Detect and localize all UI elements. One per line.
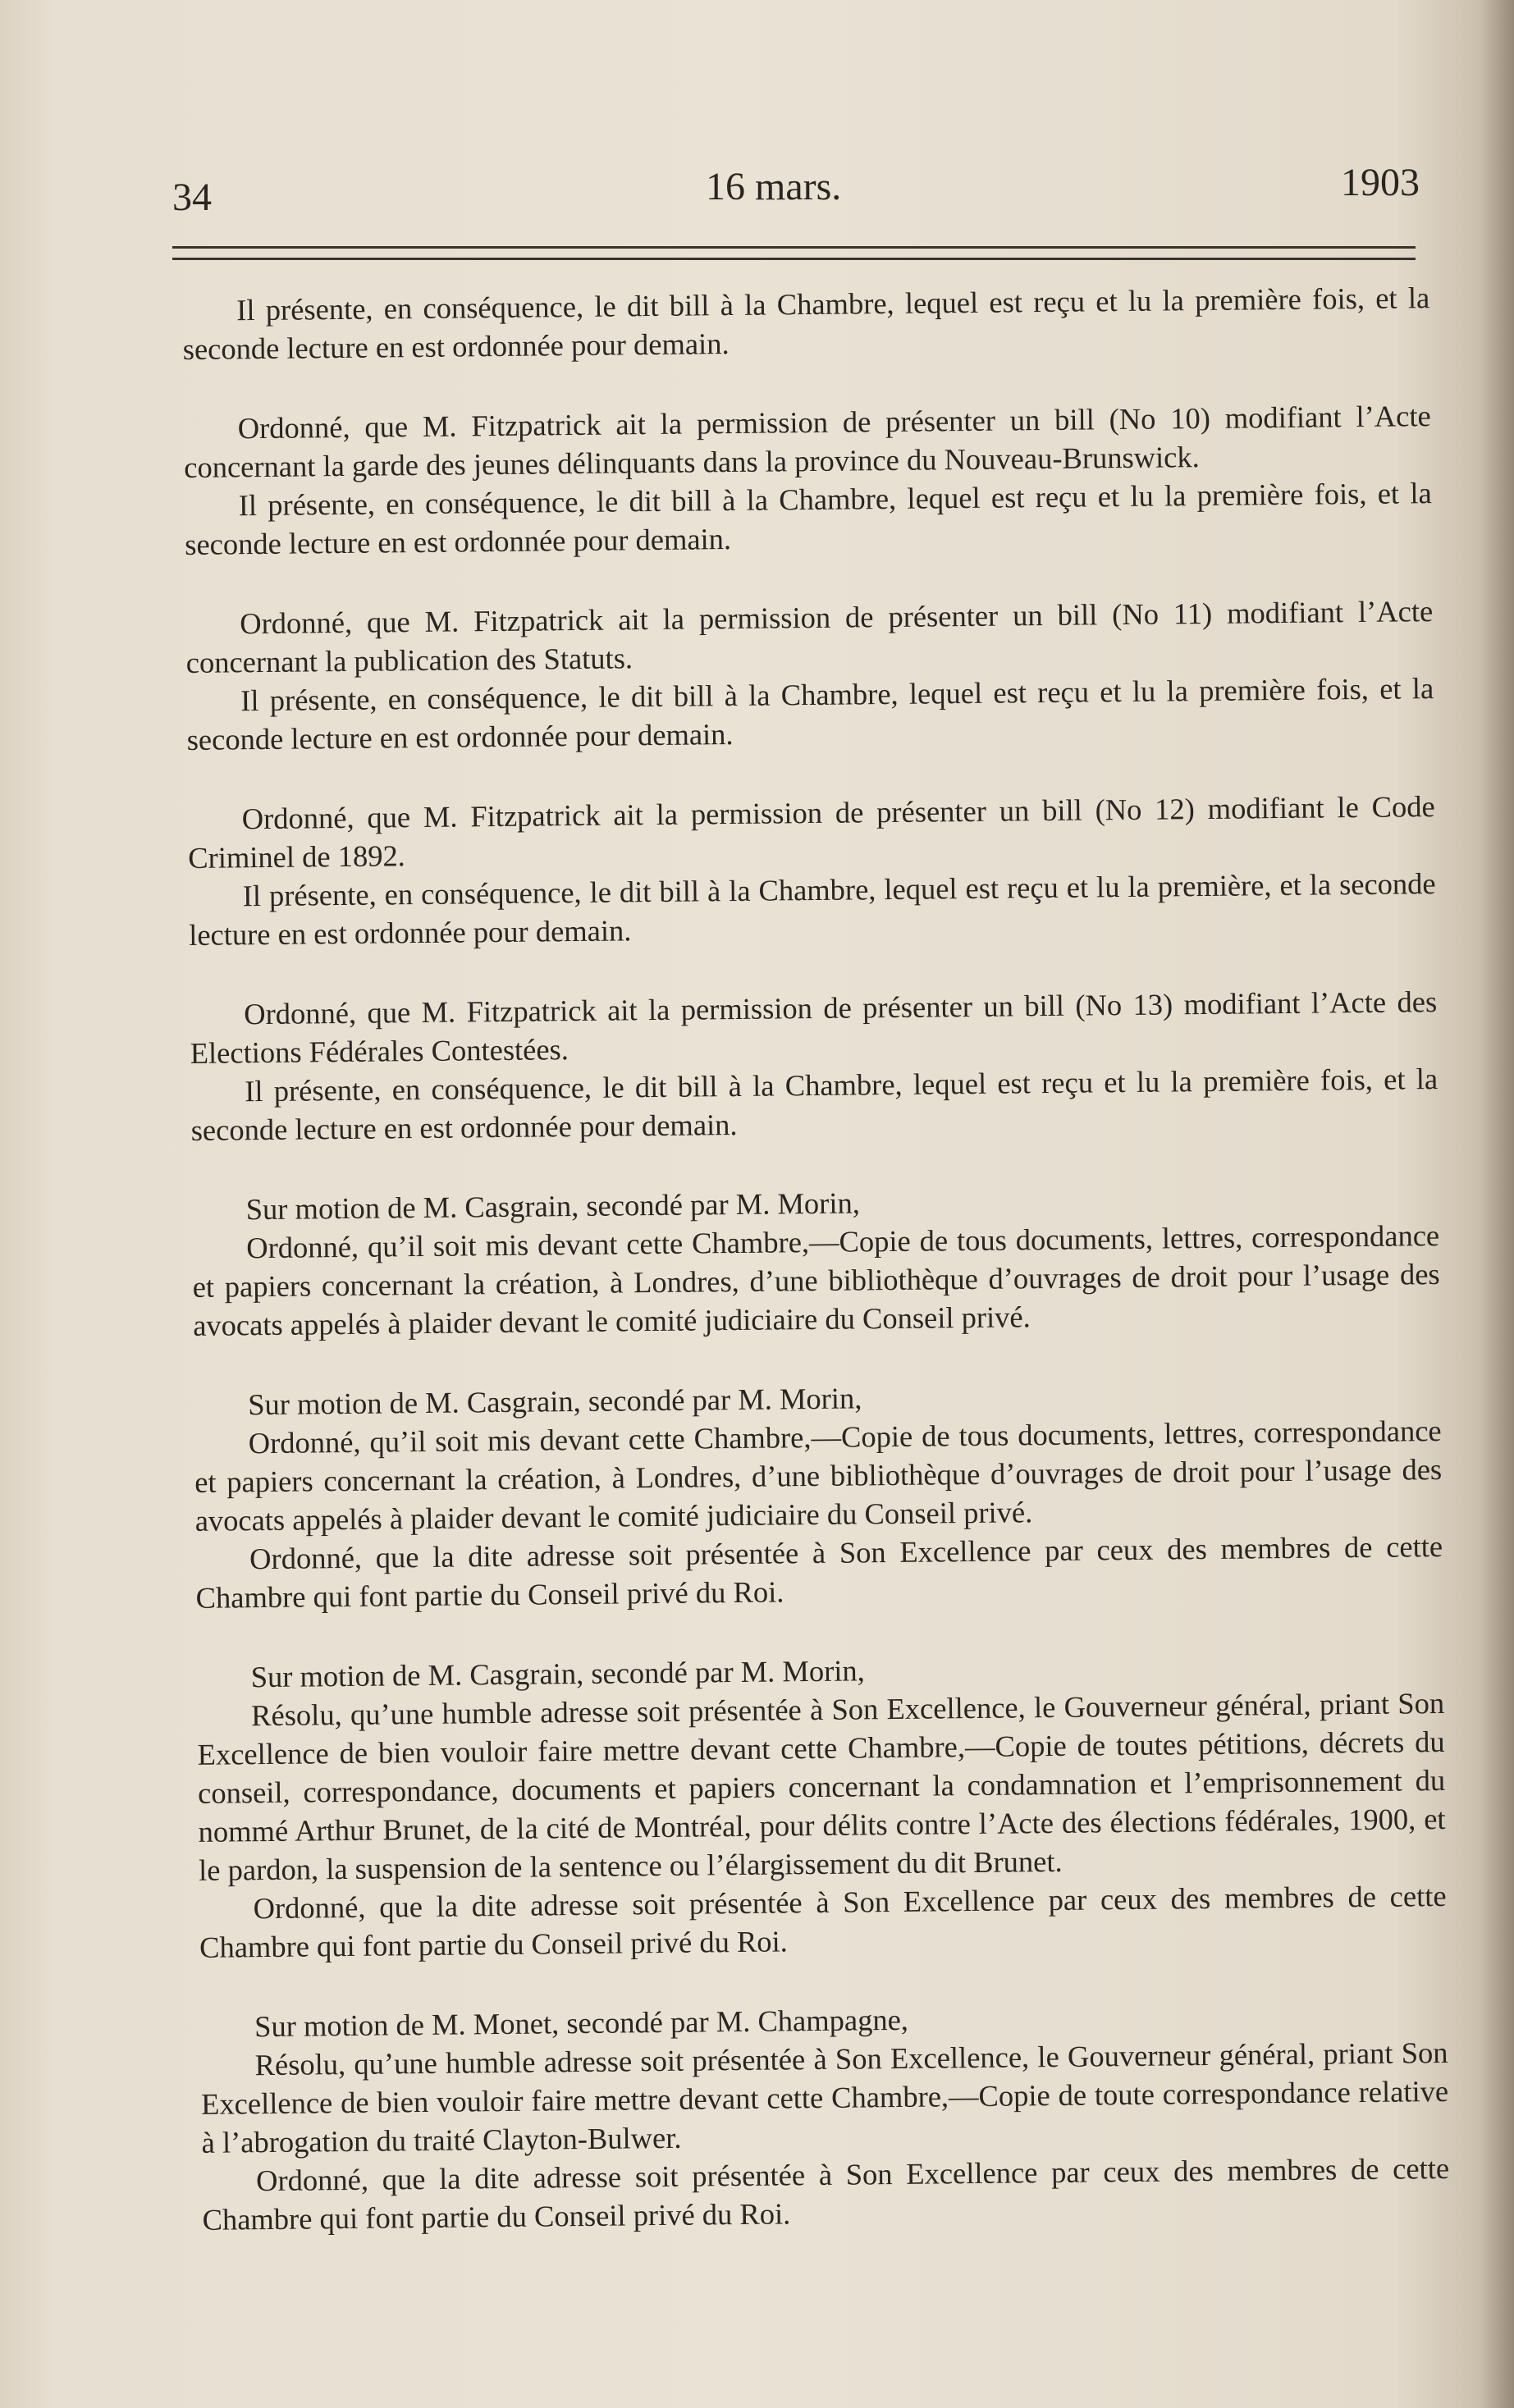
journal-entry — [187, 787, 1436, 954]
journal-entry — [196, 1645, 1447, 1967]
page-year: 1903 — [1341, 161, 1420, 204]
page-header — [172, 160, 1420, 226]
journal-entry — [200, 1994, 1450, 2239]
entry-paragraph: Sur motion de M. Casgrain, secondé par M. Morin, — [250, 1653, 866, 1694]
entry-paragraph: Ordonné, que M. Fitzpatrick ait la permission de présenter un bill (No 10) modifiant l’Acte concernant la garde des jeunes délinquants dans la province du Nouveau-Brunswick. — [184, 399, 1431, 484]
entry-paragraph: Sur motion de M. Casgrain, secondé par M. Morin, — [245, 1186, 861, 1227]
entry-paragraph: Il présente, en conséquence, le dit bill à la Chambre, lequel est reçu et lu la première fois, et la seconde lecture en est ordonnée pour demain. — [182, 281, 1430, 366]
entry-paragraph: Ordonné, que la dite adresse soit présentée à Son Excellence par ceux des membres de cette Chambre qui font partie du Conseil privé du Roi. — [202, 2150, 1450, 2237]
entry-paragraph: Ordonné, qu’il soit mis devant cette Chambre,—Copie de tous documents, lettres, correspondance et papiers concernant la création, à Londres, d’une bibliothèque d’ouvrages de droit pour l’usage des avocats appelés à plaider devant le comité judiciaire du Conseil privé. — [194, 1414, 1443, 1538]
header-rule-bottom — [172, 258, 1416, 260]
entry-paragraph: Ordonné, qu’il soit mis devant cette Chambre,—Copie de tous documents, lettres, correspondance et papiers concernant la création, à Londres, d’une bibliothèque d’ouvrages de droit pour l’usage des avocats appelés à plaider devant le comité judiciaire du Conseil privé. — [192, 1218, 1440, 1342]
journal-entry — [185, 592, 1434, 759]
journal-entry — [191, 1177, 1440, 1345]
entry-paragraph: Résolu, qu’une humble adresse soit présentée à Son Excellence, le Gouverneur général, priant Son Excellence de bien vouloir faire mettre devant cette Chambre,—Copie de toutes pétitions, décrets du conseil, correspondance, documents et papiers concernant la condamnation et l’emprisonnement du nommé Arthur Brunet, de la cité de Montréal, pour délits contre l’Acte des élections fédérales, 1900, et le pardon, la suspension de la sentence ou l’élargissement du dit Brunet. — [197, 1685, 1446, 1887]
page-date: 16 mars. — [706, 165, 842, 208]
entry-paragraph: Il présente, en conséquence, le dit bill à la Chambre, lequel est reçu et lu la première fois, et la seconde lecture en est ordonnée pour demain. — [185, 476, 1432, 561]
journal-entry — [184, 396, 1433, 564]
page-number: 34 — [172, 176, 212, 219]
journal-entry — [190, 982, 1439, 1149]
header-rule-top — [172, 246, 1416, 249]
entry-paragraph: Il présente, en conséquence, le dit bill à la Chambre, lequel est reçu et lu la première, et la seconde lecture en est ordonnée pour demain. — [189, 866, 1436, 952]
entry-paragraph: Sur motion de M. Monet, secondé par M. Champagne, — [254, 2002, 909, 2044]
entry-paragraph: Il présente, en conséquence, le dit bill à la Chambre, lequel est reçu et lu la première fois, et la seconde lecture en est ordonnée pour demain. — [190, 1062, 1439, 1147]
journal-body — [182, 278, 1450, 2280]
page-edge-shadow — [1481, 0, 1514, 2408]
entry-paragraph: Résolu, qu’une humble adresse soit présentée à Son Excellence, le Gouverneur général, priant Son Excellence de bien vouloir faire mettre devant cette Chambre,—Copie de toute correspondance relative à l’abrogation du traité Clayton-Bulwer. — [200, 2035, 1449, 2159]
journal-entry — [194, 1373, 1443, 1617]
entry-paragraph: Ordonné, que M. Fitzpatrick ait la permission de présenter un bill (No 11) modifiant l’Acte concernant la publication des Statuts. — [185, 594, 1434, 679]
entry-paragraph: Ordonné, que la dite adresse soit présentée à Son Excellence par ceux des membres de cette Chambre qui font partie du Conseil privé du Roi. — [199, 1878, 1447, 1964]
journal-entry — [182, 278, 1430, 368]
entry-paragraph: Ordonné, que M. Fitzpatrick ait la permission de présenter un bill (No 13) modifiant l’Acte des Elections Fédérales Contestées. — [190, 985, 1438, 1070]
entry-paragraph: Sur motion de M. Casgrain, secondé par M. Morin, — [247, 1381, 862, 1422]
entry-paragraph: Il présente, en conséquence, le dit bill à la Chambre, lequel est reçu et lu la première fois, et la seconde lecture en est ordonnée pour demain. — [186, 671, 1434, 756]
entry-paragraph: Ordonné, que M. Fitzpatrick ait la permission de présenter un bill (No 12) modifiant le Code Criminel de 1892. — [188, 789, 1435, 875]
entry-paragraph: Ordonné, que la dite adresse soit présentée à Son Excellence par ceux des membres de cette Chambre qui font partie du Conseil privé du Roi. — [195, 1528, 1443, 1615]
